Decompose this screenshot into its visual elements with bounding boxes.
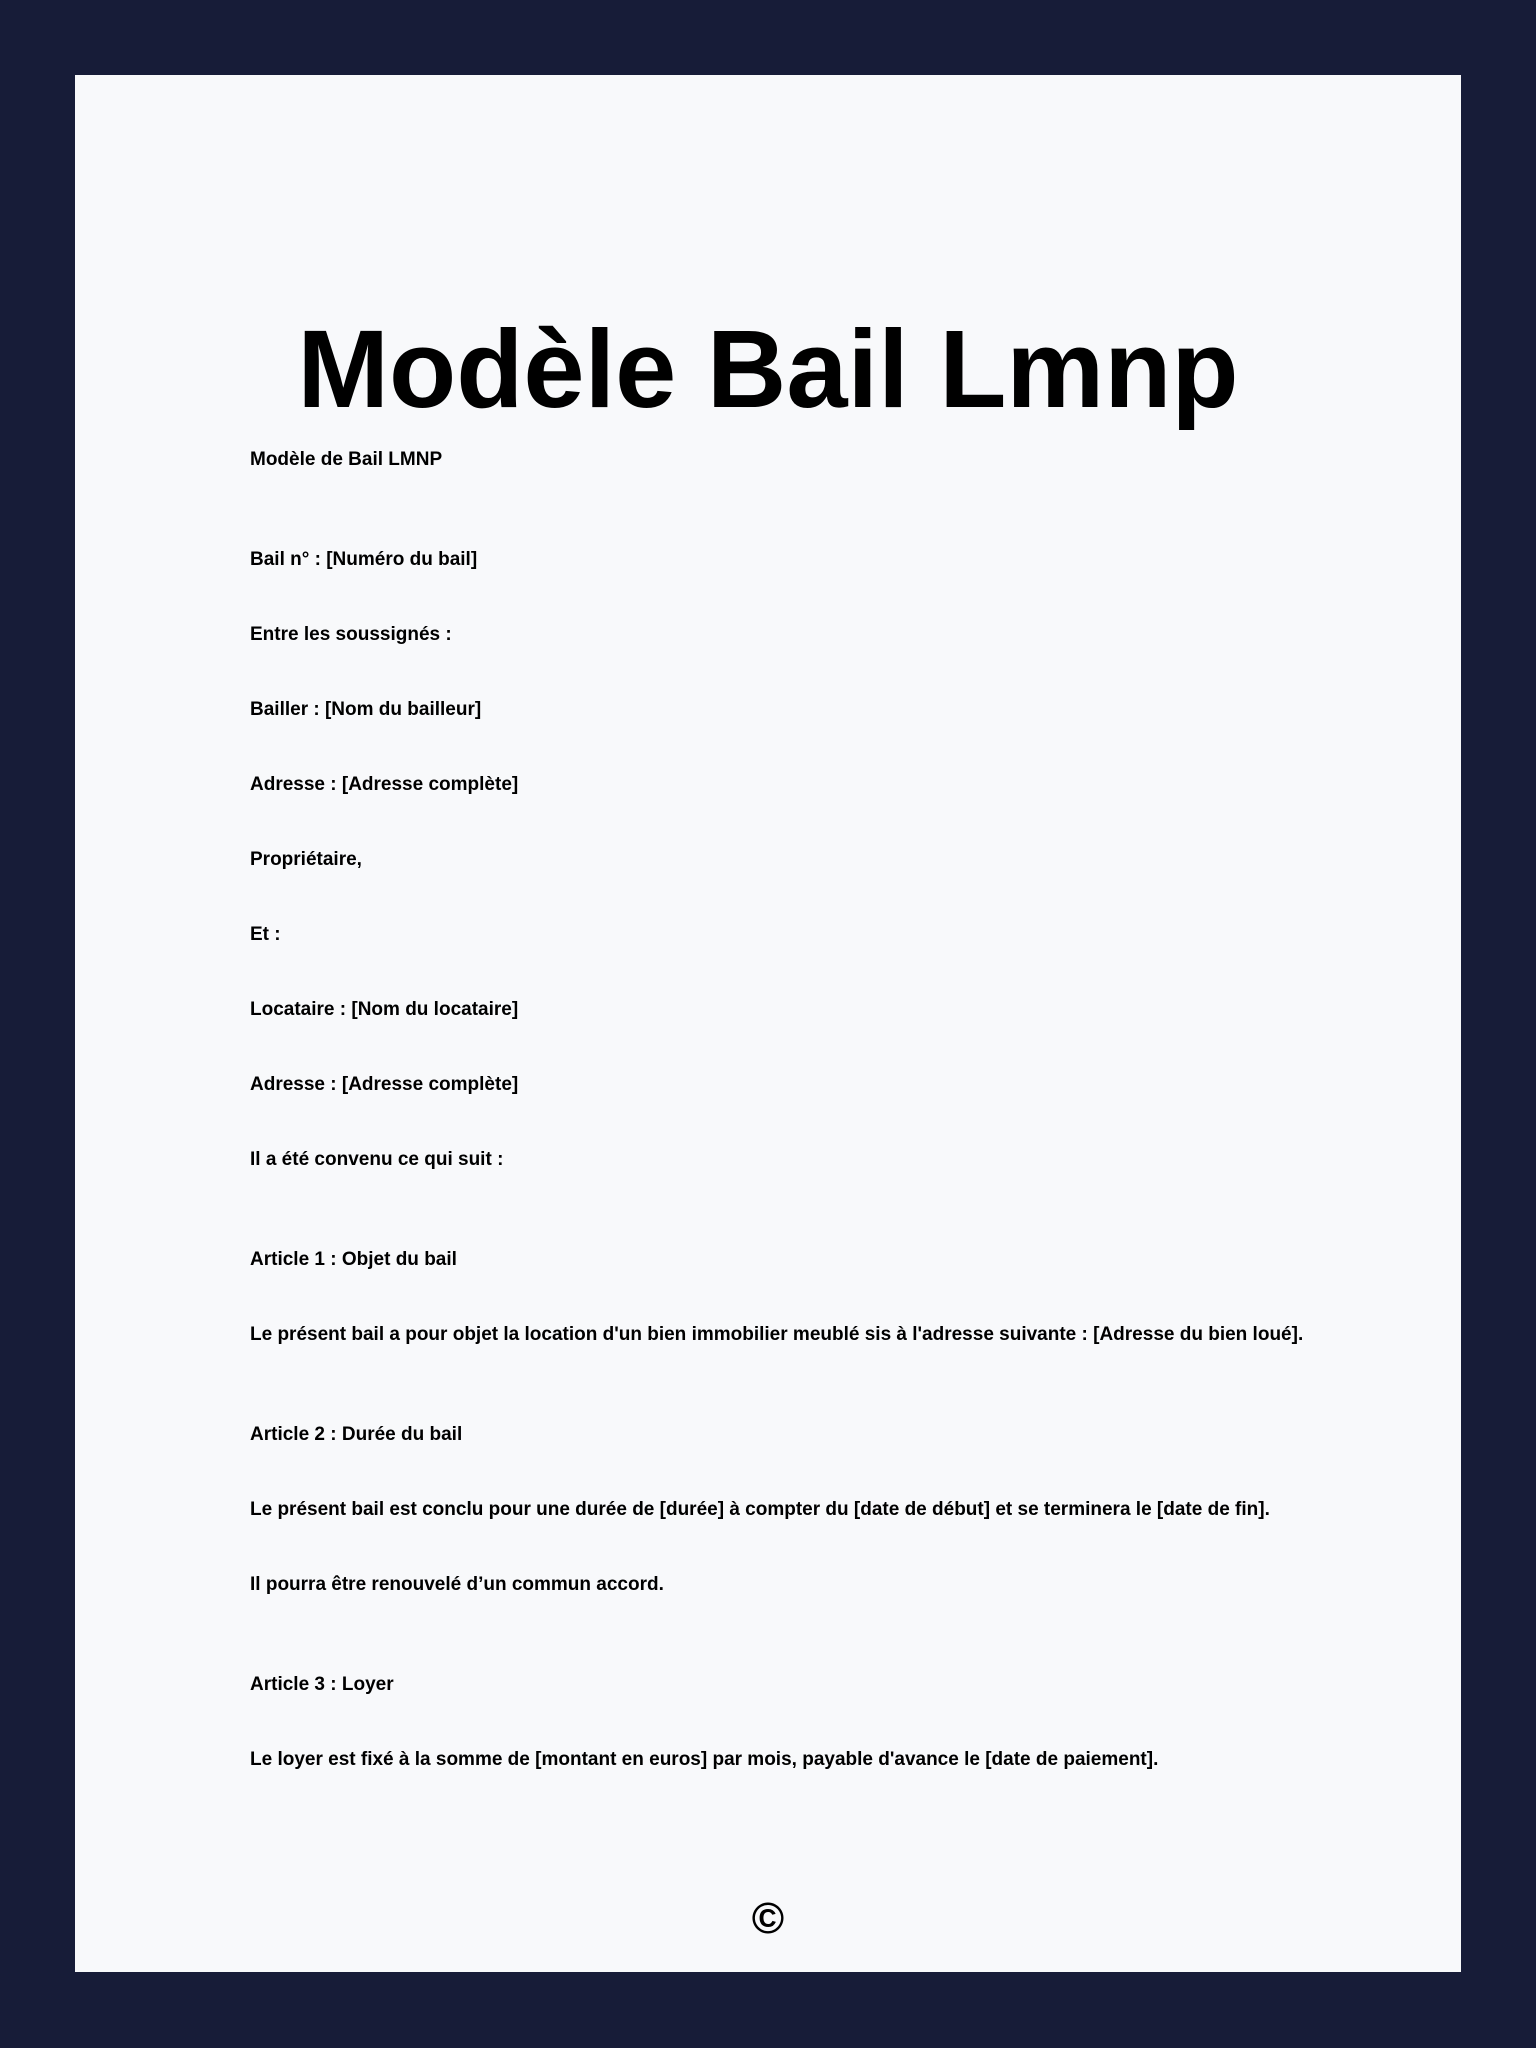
- tenant-address-line: Adresse : [Adresse complète]: [250, 1074, 519, 1095]
- owner-label-line: Propriétaire,: [250, 849, 362, 870]
- article-2-heading: Article 2 : Durée du bail: [250, 1424, 463, 1445]
- bail-number-line: Bail n° : [Numéro du bail]: [250, 549, 478, 570]
- article-2-renewal-text: Il pourra être renouvelé d’un commun accord.: [250, 1574, 664, 1595]
- and-line: Et :: [250, 924, 281, 945]
- landlord-name-line: Bailler : [Nom du bailleur]: [250, 699, 482, 720]
- copyright-icon: ©: [751, 1894, 785, 1943]
- document-title: Modèle Bail Lmnp: [297, 308, 1239, 431]
- article-1-text: Le présent bail a pour objet la location d'un bien immobilier meublé sis à l'adresse suivante : [Adresse du bien loué].: [250, 1324, 1304, 1345]
- tenant-name-line: Locataire : [Nom du locataire]: [250, 999, 519, 1020]
- agreement-line: Il a été convenu ce qui suit :: [250, 1149, 504, 1170]
- doc-heading: Modèle de Bail LMNP: [250, 449, 443, 470]
- article-1-heading: Article 1 : Objet du bail: [250, 1249, 457, 1270]
- article-2-text: Le présent bail est conclu pour une durée de [durée] à compter du [date de début] et se terminera le [date de fin].: [250, 1499, 1270, 1520]
- parties-intro-line: Entre les soussignés :: [250, 624, 452, 645]
- document-page: [75, 75, 1461, 1972]
- article-3-text: Le loyer est fixé à la somme de [montant en euros] par mois, payable d'avance le [date de paiement].: [250, 1749, 1159, 1770]
- document-body: [250, 447, 1340, 1772]
- article-3-heading: Article 3 : Loyer: [250, 1674, 394, 1695]
- landlord-address-line: Adresse : [Adresse complète]: [250, 774, 519, 795]
